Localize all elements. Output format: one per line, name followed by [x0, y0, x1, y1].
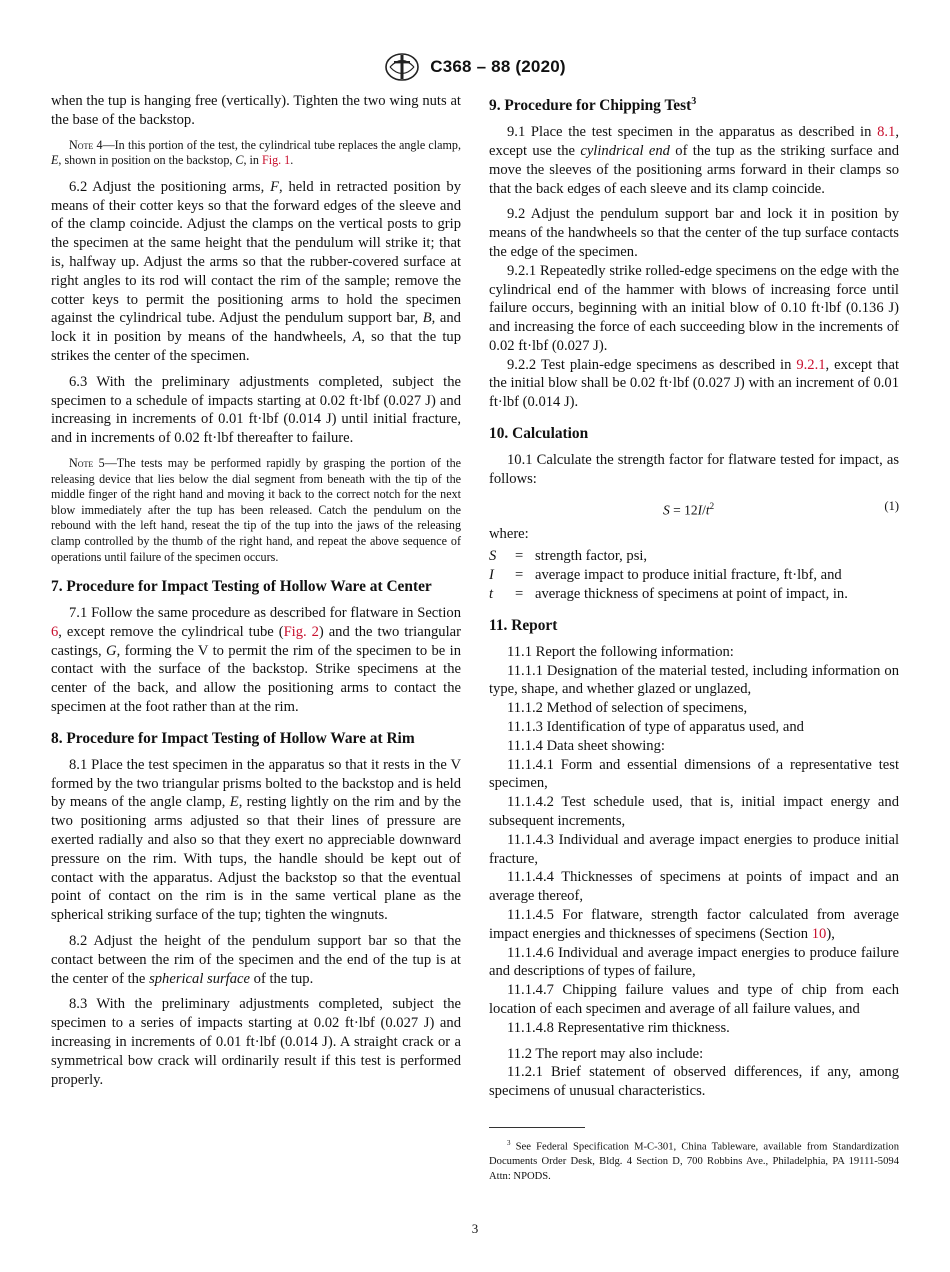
- page-header: [0, 52, 950, 82]
- left-column: [51, 92, 461, 1096]
- paragraph-9-2-1: 9.2.1 Repeatedly strike rolled-edge specimens on the edge with the cylindrical end of the hammer with blows of increasing force until failure occurs, beginning with an initial blow of 0.10 ft·lbf (0.136 J) and increasing the force of each succeeding blow in the increments of 0.02 ft·lbf (0.027 J).: [489, 262, 899, 354]
- report-item-11-1-4-5: 11.1.4.5 For flatware, strength factor calculated from average impact energies and thicknesses of specimens (Section 10),: [489, 907, 899, 942]
- section-6-link[interactable]: 6: [51, 623, 59, 640]
- variable-definitions: [489, 547, 899, 603]
- where-label: where:: [489, 525, 529, 542]
- report-item-11-1: 11.1 Report the following information:: [507, 643, 734, 660]
- paragraph-9-2-2: 9.2.2 Test plain-edge specimens as described in 9.2.1, except that the initial blow shall be 0.02 ft·lbf (0.027 J) with an increment of 0.01 ft·lbf (0.014 J).: [489, 356, 899, 411]
- fig-1-link[interactable]: Fig. 1: [261, 153, 291, 168]
- report-item-11-1-4-2: 11.1.4.2 Test schedule used, that is, initial impact energy and subsequent increments,: [489, 794, 899, 830]
- report-item-11-1-4-8: 11.1.4.8 Representative rim thickness.: [507, 1019, 730, 1036]
- paragraph-6-3: 6.3 With the preliminary adjustments completed, subject the specimen to a schedule of impacts starting at 0.02 ft·lbf (0.027 J) and increasing in increments of 0.01 ft·lbf (0.014 J) until initial fracture, and in increments of 0.02 ft·lbf thereafter to failure.: [51, 373, 461, 447]
- report-item-11-1-4: 11.1.4 Data sheet showing:: [507, 737, 665, 754]
- fig-2-link[interactable]: Fig. 2: [283, 623, 319, 640]
- report-item-11-1-1: 11.1.1 Designation of the material tested, including information on type, shape, and whether glazed or unglazed,: [489, 662, 899, 698]
- section-9-2-1-link[interactable]: 9.2.1: [796, 356, 826, 373]
- definition-row: t = average thickness of specimens at point of impact, in.: [489, 586, 848, 603]
- report-item-11-1-4-1: 11.1.4.1 Form and essential dimensions of a representative test specimen,: [489, 756, 899, 792]
- page-number: 3: [471, 1221, 479, 1236]
- footnote-3: $^3$ See Federal Specification M-C-301, China Tableware, available from Standardization Documents Order Desk, Bldg. 4 Section D, 700 Robbins Ave., Philadelphia, PA 19111-5094 Attn: NPODS.: [489, 1138, 899, 1182]
- section-8-heading: 8. Procedure for Impact Testing of Hollow Ware at Rim: [51, 729, 415, 747]
- definition-row: I = average impact to produce initial fracture, ft·lbf, and: [489, 567, 842, 584]
- report-item-11-1-3: 11.1.3 Identification of type of apparatus used, and: [507, 719, 804, 736]
- paragraph-6-2: 6.2 Adjust the positioning arms, F, held in retracted position by means of their cotter keys so that the forward edges of the sleeve and of the clamp coincide. Adjust the clamps on the vertical posts to grip the specimen at the same height that the pendulum will strike it; that is, halfway up. Adjust the arms so that the rubber-covered surface at right angles to its rod will contact the rim of the sample; remove the cotter keys to permit the positioning arms to hold the specimen against the cylindrical tube. Adjust the pendulum support bar, B, and lock it in position by means of the handwheels, A, so that the tup strikes the center of the specimen.: [51, 178, 462, 364]
- section-8-1-link[interactable]: 8.1: [877, 124, 896, 141]
- section-7-heading: 7. Procedure for Impact Testing of Hollow Ware at Center: [51, 578, 432, 596]
- paragraph-9-2: 9.2 Adjust the pendulum support bar and lock it in position by means of the handwheels so that the center of the tup surface contacts the edge of the specimen.: [489, 206, 899, 260]
- report-item-11-1-4-7: 11.1.4.7 Chipping failure values and type of chip from each location of each specimen and average of all failure values, and: [489, 982, 899, 1017]
- report-item-11-2: 11.2 The report may also include:: [507, 1045, 704, 1062]
- paragraph-8-1: 8.1 Place the test specimen in the apparatus so that it rests in the V formed by the two triangular prisms bolted to the backstop and is held by means of the angle clamp, E, resting lightly on the rim and by the two positioning arms adjusted so that their lines of pressure are exerted radially and also so that they exert no appreciable downward pressure on the rim. With tups, the handle should be kept out of contact with the apparatus. Adjust the backstop so that the eventual point of contact on the rim is in the same vertical plane as the spherical striking surface of the tup; tighten the wingnuts.: [51, 756, 461, 924]
- report-item-11-1-4-3: 11.1.4.3 Individual and average impact energies to produce initial fracture,: [489, 831, 899, 867]
- section-9-heading: 9. Procedure for Chipping Test$^3$: [489, 96, 697, 115]
- section-11-heading: 11. Report: [489, 616, 558, 634]
- definition-row: S = strength factor, psi,: [489, 548, 648, 565]
- paragraph-10-1: 10.1 Calculate the strength factor for flatware tested for impact, as follows:: [489, 452, 899, 487]
- report-item-11-1-4-4: 11.1.4.4 Thicknesses of specimens at points of impact and an average thereof,: [489, 869, 899, 905]
- paragraph-8-3: 8.3 With the preliminary adjustments completed, subject the specimen to a series of impacts starting at 0.02 ft·lbf (0.027 J) and increasing in increments of 0.01 ft·lbf (0.014 J). A straight crack or a symmetrical bow crack will ordinarily result if this test is performed properly.: [51, 996, 461, 1088]
- equation-body: $S = 12I/t^2$: [663, 500, 715, 518]
- footnote-rule: [489, 1127, 585, 1128]
- astm-logo-icon: [384, 52, 420, 82]
- section-10-heading: 10. Calculation: [489, 425, 589, 443]
- standard-designation: C368 – 88 (2020): [430, 57, 566, 76]
- report-item-11-1-2: 11.1.2 Method of selection of specimens,: [507, 700, 748, 717]
- paragraph-7-1: 7.1 Follow the same procedure as described for flatware in Section 6, except remove the cylindrical tube (Fig. 2) and the two triangular castings, G, forming the V to permit the rim of the specimen to be in contact with the surface of the backstop. Strike specimens at the center of the back, and allow the positioning arms to contact the specimen at the foot rather than at the rim.: [51, 605, 461, 716]
- note-5: Note 5—The tests may be performed rapidly by grasping the portion of the releasing device that lies below the dial segment from beneath with the tip of the middle finger of the right hand and moving it back to the correct notch for the next blow immediately after the tup has been released. Catch the pendulum on the rebound with the left hand, reseat the tip of the tup into the jaws of the releasing clamp controlled by the thumb of the right hand, and repeat the above sequence of operations until failure of the specimen occurs.: [51, 455, 462, 564]
- equation-number: (1): [884, 498, 899, 513]
- note-4: Note 4—In this portion of the test, the cylindrical tube replaces the angle clamp, E, shown in position on the backstop, C, in Fig. 1.: [51, 137, 461, 168]
- paragraph-8-2: 8.2 Adjust the height of the pendulum support bar so that the contact between the rim of the specimen and the end of the tup is at the center of the spherical surface of the tup.: [51, 933, 461, 987]
- right-column: [489, 92, 899, 1184]
- paragraph-9-1: 9.1 Place the test specimen in the apparatus as described in 8.1, except use the cylindrical end of the tup as the striking surface and move the sleeves of the positioning arms forward in their clamps so that the back edges of each sleeve and its clamp coincide.: [489, 124, 899, 197]
- report-item-11-1-4-6: 11.1.4.6 Individual and average impact energies to produce failure and descriptions of types of failure,: [489, 944, 899, 980]
- equation-1: [489, 493, 899, 519]
- paragraph-6-1-continued: when the tup is hanging free (vertically). Tighten the two wing nuts at the base of the backstop.: [51, 93, 461, 128]
- report-item-11-2-1: 11.2.1 Brief statement of observed differences, if any, among specimens of unusual characteristics.: [489, 1064, 899, 1100]
- section-10-link[interactable]: 10: [811, 925, 827, 942]
